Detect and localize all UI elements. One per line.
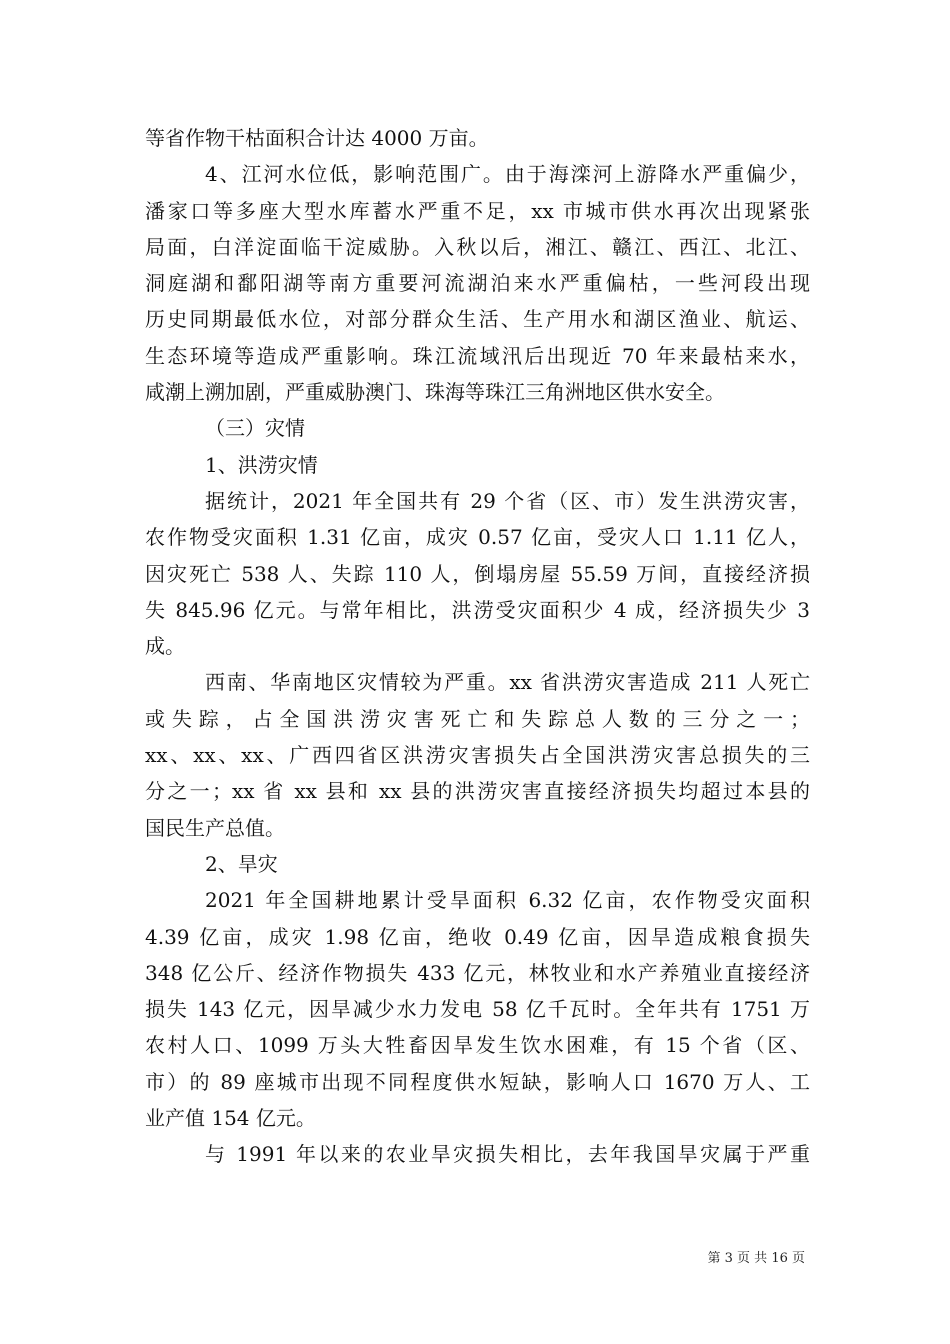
- paragraph-line: 348 亿公斤、经济作物损失 433 亿元，林牧业和水产养殖业直接经济: [145, 960, 810, 985]
- paragraph-line: 损失 143 亿元，因旱减少水力发电 58 亿千瓦时。全年共有 1751 万: [145, 997, 810, 1022]
- text-line: 等省作物干枯面积合计达 4000 万亩。: [145, 126, 489, 150]
- paragraph-line: 失 845.96 亿元。与常年相比，洪涝受灾面积少 4 成，经济损失少 3: [145, 597, 810, 622]
- paragraph-line: xx、xx、xx、广西四省区洪涝灾害损失占全国洪涝灾害总损失的三: [145, 743, 810, 768]
- subsection-heading: 2、旱灾: [205, 851, 278, 876]
- paragraph-line: 潘家口等多座大型水库蓄水严重不足，xx 市城市供水再次出现紧张: [145, 198, 810, 223]
- paragraph-line: 历史同期最低水位，对部分群众生活、生产用水和湖区渔业、航运、: [145, 307, 810, 332]
- paragraph-line: 市）的 89 座城市出现不同程度供水短缺，影响人口 1670 万人、工: [145, 1069, 810, 1094]
- paragraph-line: 局面，白洋淀面临干淀威胁。入秋以后，湘江、赣江、西江、北江、: [145, 234, 810, 259]
- paragraph-line: 国民生产总值。: [145, 815, 285, 840]
- paragraph-line: 或失踪，占全国洪涝灾害死亡和失踪总人数的三分之一；: [145, 706, 810, 731]
- paragraph-line: 农村人口、1099 万头大牲畜因旱发生饮水困难，有 15 个省（区、: [145, 1033, 810, 1058]
- subsection-heading: 1、洪涝灾情: [205, 452, 318, 477]
- paragraph-line: 成。: [145, 634, 185, 659]
- paragraph-line: 4、江河水位低，影响范围广。由于海滦河上游降水严重偏少，: [205, 162, 810, 187]
- paragraph-line: 分之一；xx 省 xx 县和 xx 县的洪涝灾害直接经济损失均超过本县的: [145, 779, 810, 804]
- page-number-footer: 第 3 页 共 16 页: [707, 1251, 805, 1266]
- paragraph-line: 4.39 亿亩，成灾 1.98 亿亩，绝收 0.49 亿亩，因旱造成粮食损失: [145, 924, 810, 949]
- section-heading: （三）灾情: [205, 416, 305, 441]
- paragraph-line: 洞庭湖和鄱阳湖等南方重要河流湖泊来水严重偏枯，一些河段出现: [145, 271, 810, 296]
- paragraph-line: 据统计，2021 年全国共有 29 个省（区、市）发生洪涝灾害，: [205, 488, 810, 513]
- paragraph-line: 2021 年全国耕地累计受旱面积 6.32 亿亩，农作物受灾面积: [205, 888, 810, 913]
- paragraph-line: 业产值 154 亿元。: [145, 1106, 316, 1131]
- paragraph-line: 因灾死亡 538 人、失踪 110 人，倒塌房屋 55.59 万间，直接经济损: [145, 561, 810, 586]
- paragraph-line: 咸潮上溯加剧，严重威胁澳门、珠海等珠江三角洲地区供水安全。: [145, 380, 725, 405]
- paragraph-line: 西南、华南地区灾情较为严重。xx 省洪涝灾害造成 211 人死亡: [205, 670, 810, 695]
- paragraph-line: 与 1991 年以来的农业旱灾损失相比，去年我国旱灾属于严重: [205, 1142, 810, 1167]
- paragraph-line: 生态环境等造成严重影响。珠江流域汛后出现近 70 年来最枯来水，: [145, 343, 810, 368]
- body-text: [145, 120, 810, 1173]
- paragraph-line: 农作物受灾面积 1.31 亿亩，成灾 0.57 亿亩，受灾人口 1.11 亿人，: [145, 525, 810, 550]
